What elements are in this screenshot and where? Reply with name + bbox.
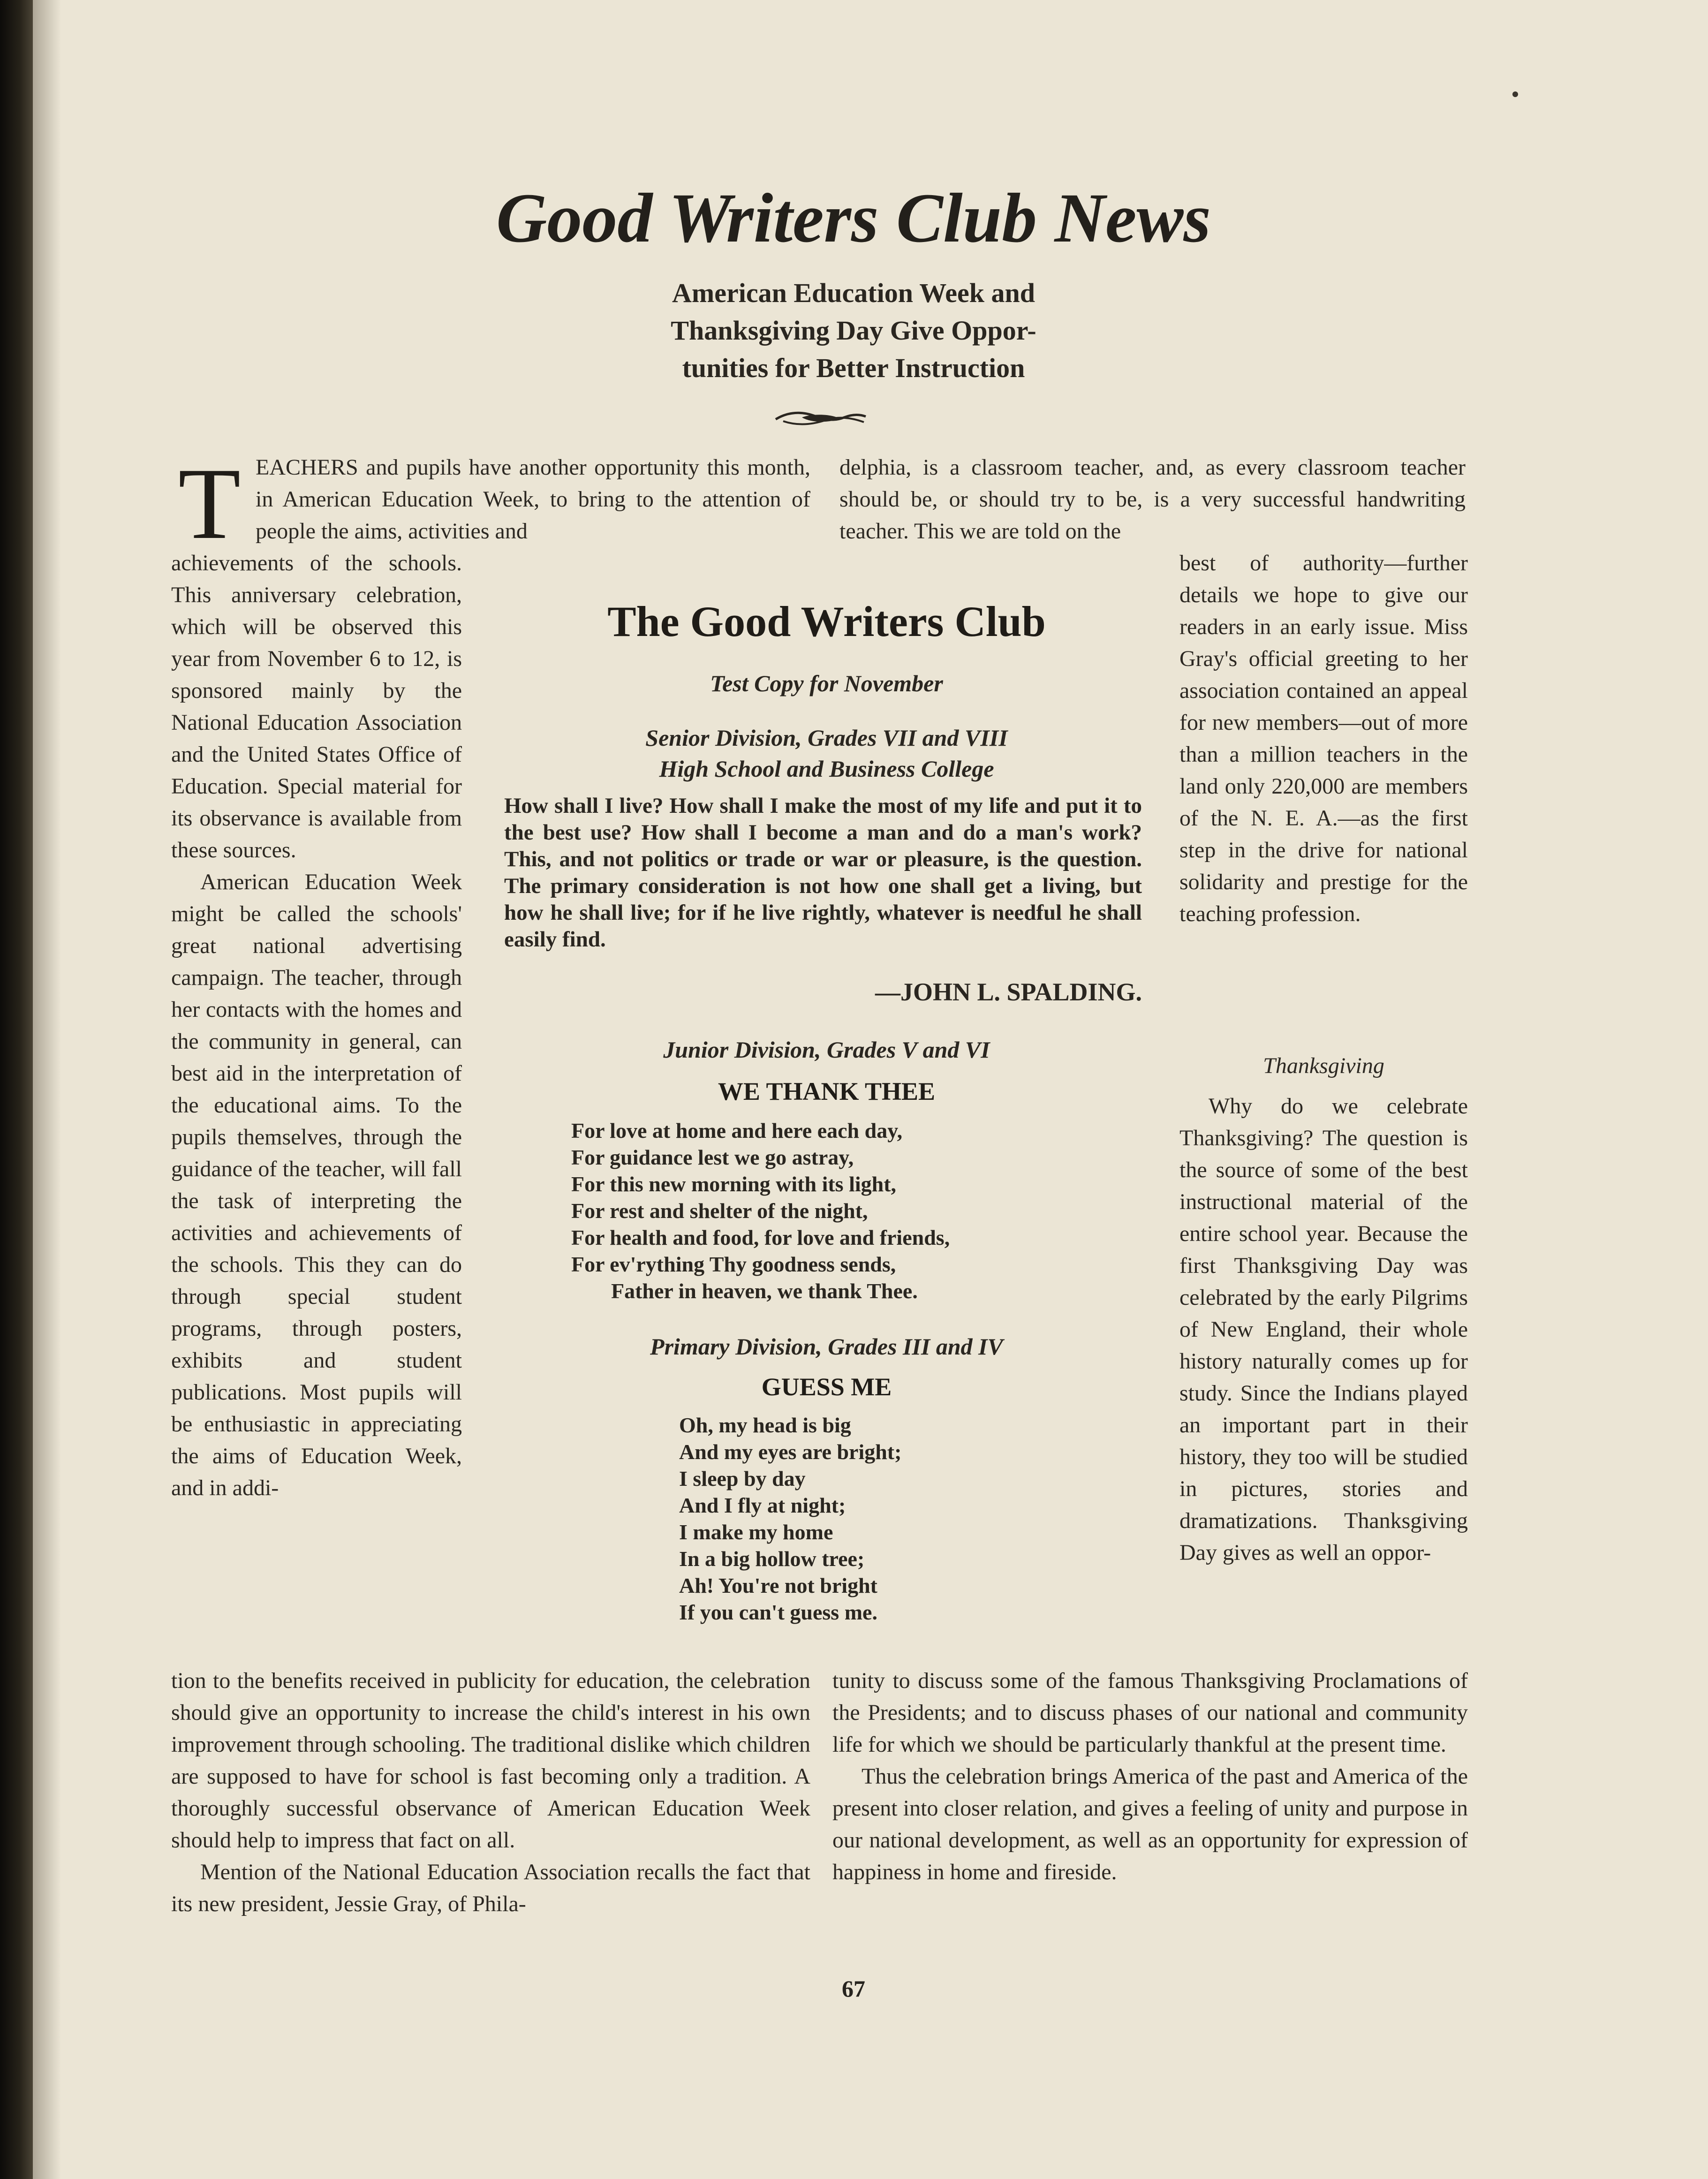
bottom-right-column <box>832 1665 1468 1888</box>
heading-line: High School and Business College <box>659 756 994 782</box>
headline-line: Thanksgiving Day Give Oppor- <box>671 315 1036 346</box>
page-number: 67 <box>842 1975 865 2002</box>
ornament-flourish-icon <box>774 407 868 431</box>
paragraph: delphia, is a classroom teacher, and, as every classroom teacher should be, or should try to be, is a very successful handwriting teacher. This we are told on the <box>839 455 1466 544</box>
primary-division-heading: Primary Division, Grades III and IV <box>650 1333 1003 1360</box>
junior-division-heading: Junior Division, Grades V and VI <box>663 1037 990 1063</box>
poem-line: For this new morning with its light, <box>571 1172 897 1196</box>
paragraph: tunity to discuss some of the famous Thanksgiving Proclamations of the Presidents; and to discuss phases of our national and community life for which we should be particularly thankful at the present time. <box>832 1668 1468 1757</box>
headline-line: tunities for Better Instruction <box>682 353 1025 383</box>
paragraph: best of authority—further details we hope to give our readers in an early issue. Miss Gray's official greeting to her association contained an appeal for new members—out of more than a million teachers in the land only 220,000 are members of the N. E. A.—as the first step in the drive for national solidarity and prestige for the teaching profession. <box>1179 551 1468 926</box>
page-title: Good Writers Club News <box>496 179 1211 257</box>
poem-line: Oh, my head is big <box>679 1413 851 1437</box>
poem-line: Ah! You're not bright <box>679 1574 877 1597</box>
thanksgiving-heading: Thanksgiving <box>1263 1053 1384 1078</box>
poem-line: If you can't guess me. <box>679 1600 877 1624</box>
ink-spot <box>1512 91 1518 97</box>
paragraph: tion to the benefits received in publicity for education, the celebration should give an opportunity to increase the child's interest in his own improvement through schooling. The traditional dislike which children are supposed to have for school is fast becoming only a tradition. A thoroughly successful observance of American Education Week should help to impress that fact on all. <box>171 1668 810 1853</box>
poem-line: And I fly at night; <box>679 1493 846 1517</box>
poem-line: For health and food, for love and friends, <box>571 1226 950 1249</box>
poem-line: In a big hollow tree; <box>679 1547 865 1571</box>
headline-line: American Education Week and <box>672 278 1035 308</box>
bottom-left-column <box>171 1665 810 1920</box>
book-binding <box>0 0 33 2179</box>
paragraph: Why do we celebrate Thanksgiving? The question is the source of some of the best instructional material of the entire school year. Because the first Thanksgiving Day was celebrated by the early Pilgrims of New England, their whole history naturally comes up for study. Since the Indians played an important part in their history, they too will be studied in pictures, stories and dramatizations. Thanksgiving Day gives as well an oppor- <box>1179 1094 1468 1565</box>
paragraph: Mention of the National Education Association recalls the fact that its new president, Jessie Gray, of Phila- <box>171 1860 810 1916</box>
junior-poem-title: WE THANK THEE <box>718 1077 936 1105</box>
drop-cap: T <box>178 447 241 560</box>
primary-poem <box>679 1412 901 1626</box>
article-headline <box>516 274 1191 387</box>
paragraph: EACHERS and pupils have another opportunity this month, in American Education Week, to bring to the attention of people the aims, activities and <box>256 455 810 544</box>
paragraph: Thus the celebration brings America of the past and America of the present into closer relation, and gives a feeling of unity and purpose in our national development, as well as an opportunity for expression of happiness in home and fireside. <box>832 1764 1468 1884</box>
senior-division-heading <box>488 722 1165 784</box>
quote-author: —JOHN L. SPALDING. <box>875 978 1142 1006</box>
left-column <box>171 547 462 1504</box>
primary-poem-title: GUESS ME <box>761 1373 892 1401</box>
poem-line: Father in heaven, we thank Thee. <box>611 1279 918 1303</box>
poem-line: I make my home <box>679 1520 833 1544</box>
senior-quote: How shall I live? How shall I make the most of my life and put it to the best use? How shall I become a man and do a man's work? This, and not politics or trade or war or pleasure, is the question. The primary consideration is not how one shall get a living, but how he shall live; for if he live rightly, whatever is needful he shall easily find. <box>504 794 1142 952</box>
thanksgiving-column <box>1179 1090 1468 1569</box>
poem-line: For love at home and here each day, <box>571 1119 903 1142</box>
right-column <box>1179 547 1468 930</box>
poem-line: And my eyes are bright; <box>679 1440 902 1464</box>
top-middle-text <box>839 452 1466 547</box>
heading-line: Senior Division, Grades VII and VIII <box>645 725 1008 751</box>
poem-line: For guidance lest we go astray, <box>571 1145 854 1169</box>
test-copy-label: Test Copy for November <box>710 670 943 696</box>
article-lead <box>256 452 810 547</box>
poem-line: For rest and shelter of the night, <box>571 1199 868 1223</box>
poem-line: For ev'rything Thy goodness sends, <box>571 1252 896 1276</box>
club-box-title: The Good Writers Club <box>607 598 1046 645</box>
paragraph: achievements of the schools. This anniversary celebration, which will be observed this year from November 6 to 12, is sponsored mainly by the National Education Association and the United States Office of Education. Special material for its observance is available from these sources. <box>171 551 462 863</box>
poem-line: I sleep by day <box>679 1467 806 1490</box>
junior-poem <box>571 1117 950 1304</box>
paragraph: American Education Week might be called the schools' great national advertising campaign. The teacher, through her contacts with the homes and the community in general, can best aid in the interpretation of the educational aims. To the pupils themselves, through the guidance of the teacher, will fall the task of interpreting the activities and achievements of the schools. This they can do through special student programs, through posters, exhibits and student publications. Most pupils will be enthusiastic in appreciating the aims of Education Week, and in addi- <box>171 870 462 1500</box>
gutter-shadow <box>33 0 61 2179</box>
